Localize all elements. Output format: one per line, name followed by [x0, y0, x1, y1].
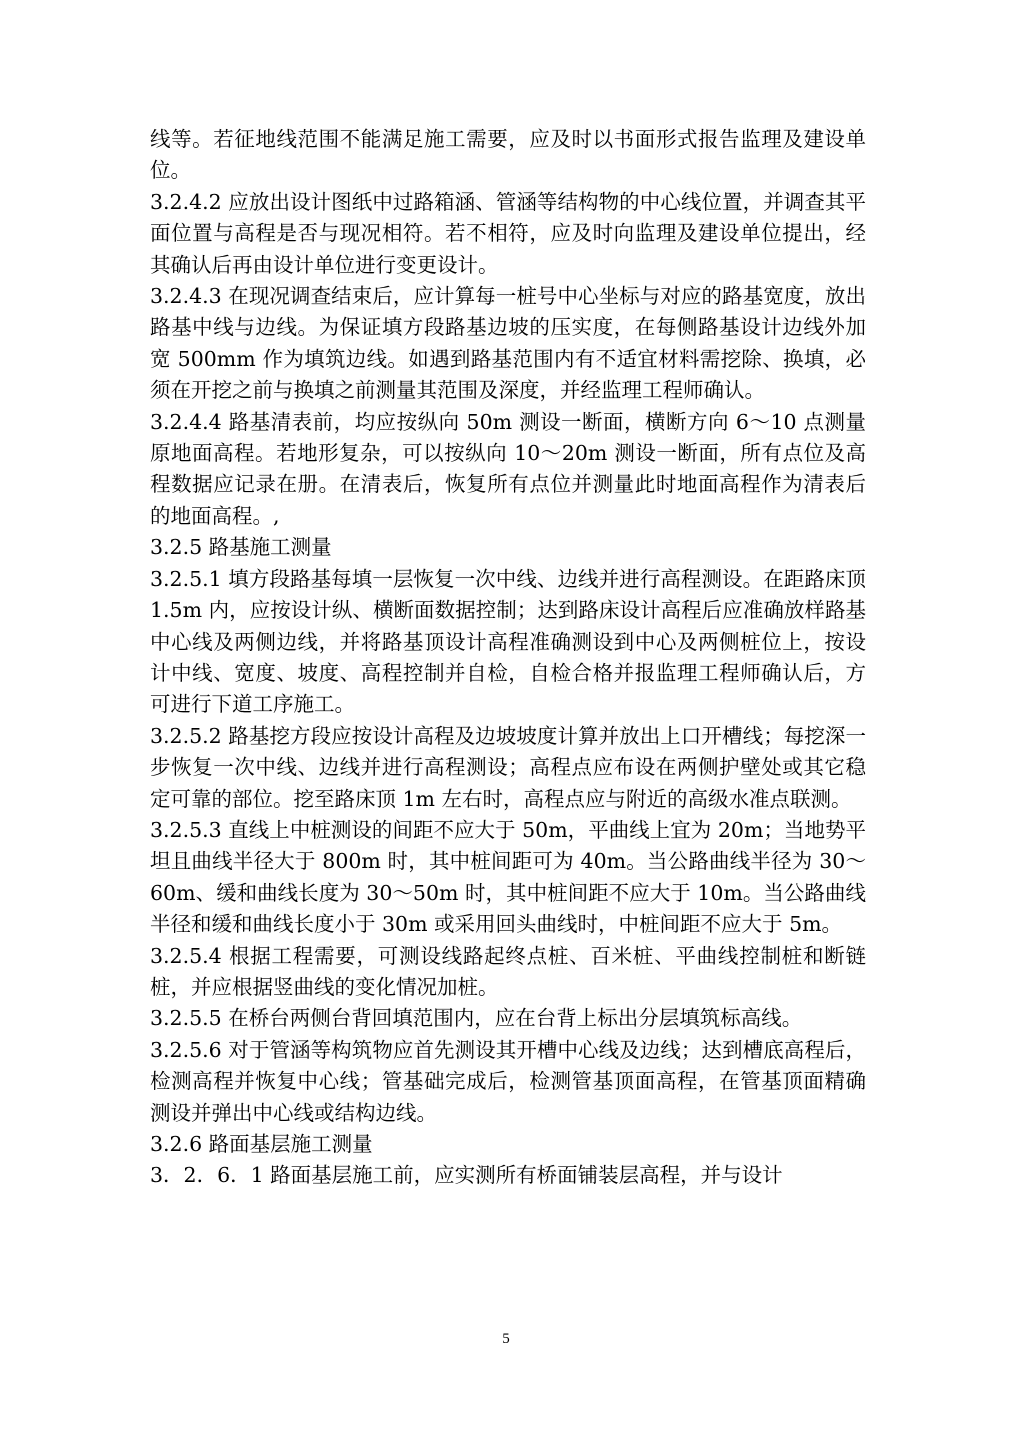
paragraph-3-2-5-5: 3.2.5.5 在桥台两侧台背回填范围内，应在台背上标出分层填筑标高线。: [150, 1006, 803, 1031]
section-heading-3-2-6: 3.2.6 路面基层施工测量: [150, 1132, 373, 1156]
page-number: 5: [502, 1331, 510, 1347]
paragraph-3-2-4-4: 3.2.4.4 路基清表前，均应按纵向 50m 测设一断面，横断方向 6～10 点测量原地面高程。若地形复杂，可以按纵向 10～20m 测设一断面，所有点位及高程数据应记录在册。在清表后，恢复所有点位并测量此时地面高程作为清表后的地面高程。,: [150, 409, 866, 528]
paragraph-3-2-5-6: 3.2.5.6 对于管涵等构筑物应首先测设其开槽中心线及边线；达到槽底高程后，检测高程并恢复中心线；管基础完成后，检测管基顶面高程，在管基顶面精确测设并弹出中心线或结构边线。: [150, 1037, 866, 1125]
paragraph-3-2-5-1: 3.2.5.1 填方段路基每填一层恢复一次中线、边线并进行高程测设。在距路床顶 1.5m 内，应按设计纵、横断面数据控制；达到路床设计高程后应准确放样路基中心线及两侧边线，并将路基顶设计高程准确测设到中心及两侧桩位上，按设计中线、宽度、坡度、高程控制并自检，自检合格并报监理工程师确认后，方可进行下道工序施工。: [150, 566, 866, 717]
paragraph-3-2-5-3: 3.2.5.3 直线上中桩测设的间距不应大于 50m，平曲线上宜为 20m；当地势平坦且曲线半径大于 800m 时，其中桩间距可为 40m。当公路曲线半径为 30～60m、缓和曲线长度为 30～50m 时，其中桩间距不应大于 10m。当公路曲线半径和缓和曲线长度小于 30m 或采用回头曲线时，中桩间距不应大于 5m。: [150, 817, 866, 937]
paragraph-3-2-6-1: 3．2．6．1 路面基层施工前，应实测所有桥面铺装层高程，并与设计: [150, 1163, 783, 1188]
section-heading-3-2-5: 3.2.5 路基施工测量: [150, 535, 332, 560]
paragraph-3-2-4-3: 3.2.4.3 在现况调查结束后，应计算每一桩号中心坐标与对应的路基宽度，放出路基中线与边线。为保证填方段路基边坡的压实度，在每侧路基设计边线外加宽 500mm 作为填筑边线。如遇到路基范围内有不适宜材料需挖除、换填，必须在开挖之前与换填之前测量其范围及深度，并经监理工程师确认。: [150, 284, 866, 403]
paragraph-3-2-4-2: 3.2.4.2 应放出设计图纸中过路箱涵、管涵等结构物的中心线位置，并调查其平面位置与高程是否与现况相符。若不相符，应及时向监理及建设单位提出，经其确认后再由设计单位进行变更设计。: [150, 189, 866, 277]
paragraph-3-2-5-2: 3.2.5.2 路基挖方段应按设计高程及边坡坡度计算并放出上口开槽线；每挖深一步恢复一次中线、边线并进行高程测设；高程点应布设在两侧护壁处或其它稳定可靠的部位。挖至路床顶 1m 左右时，高程点应与附近的高级水准点联测。: [150, 723, 866, 811]
paragraph-3-2-5-4: 3.2.5.4 根据工程需要，可测设线路起终点桩、百米桩、平曲线控制桩和断链桩，并应根据竖曲线的变化情况加桩。: [150, 943, 866, 999]
paragraph-continuation: 线等。若征地线范围不能满足施工需要，应及时以书面形式报告监理及建设单位。: [150, 127, 866, 183]
body-text: [150, 124, 866, 1192]
